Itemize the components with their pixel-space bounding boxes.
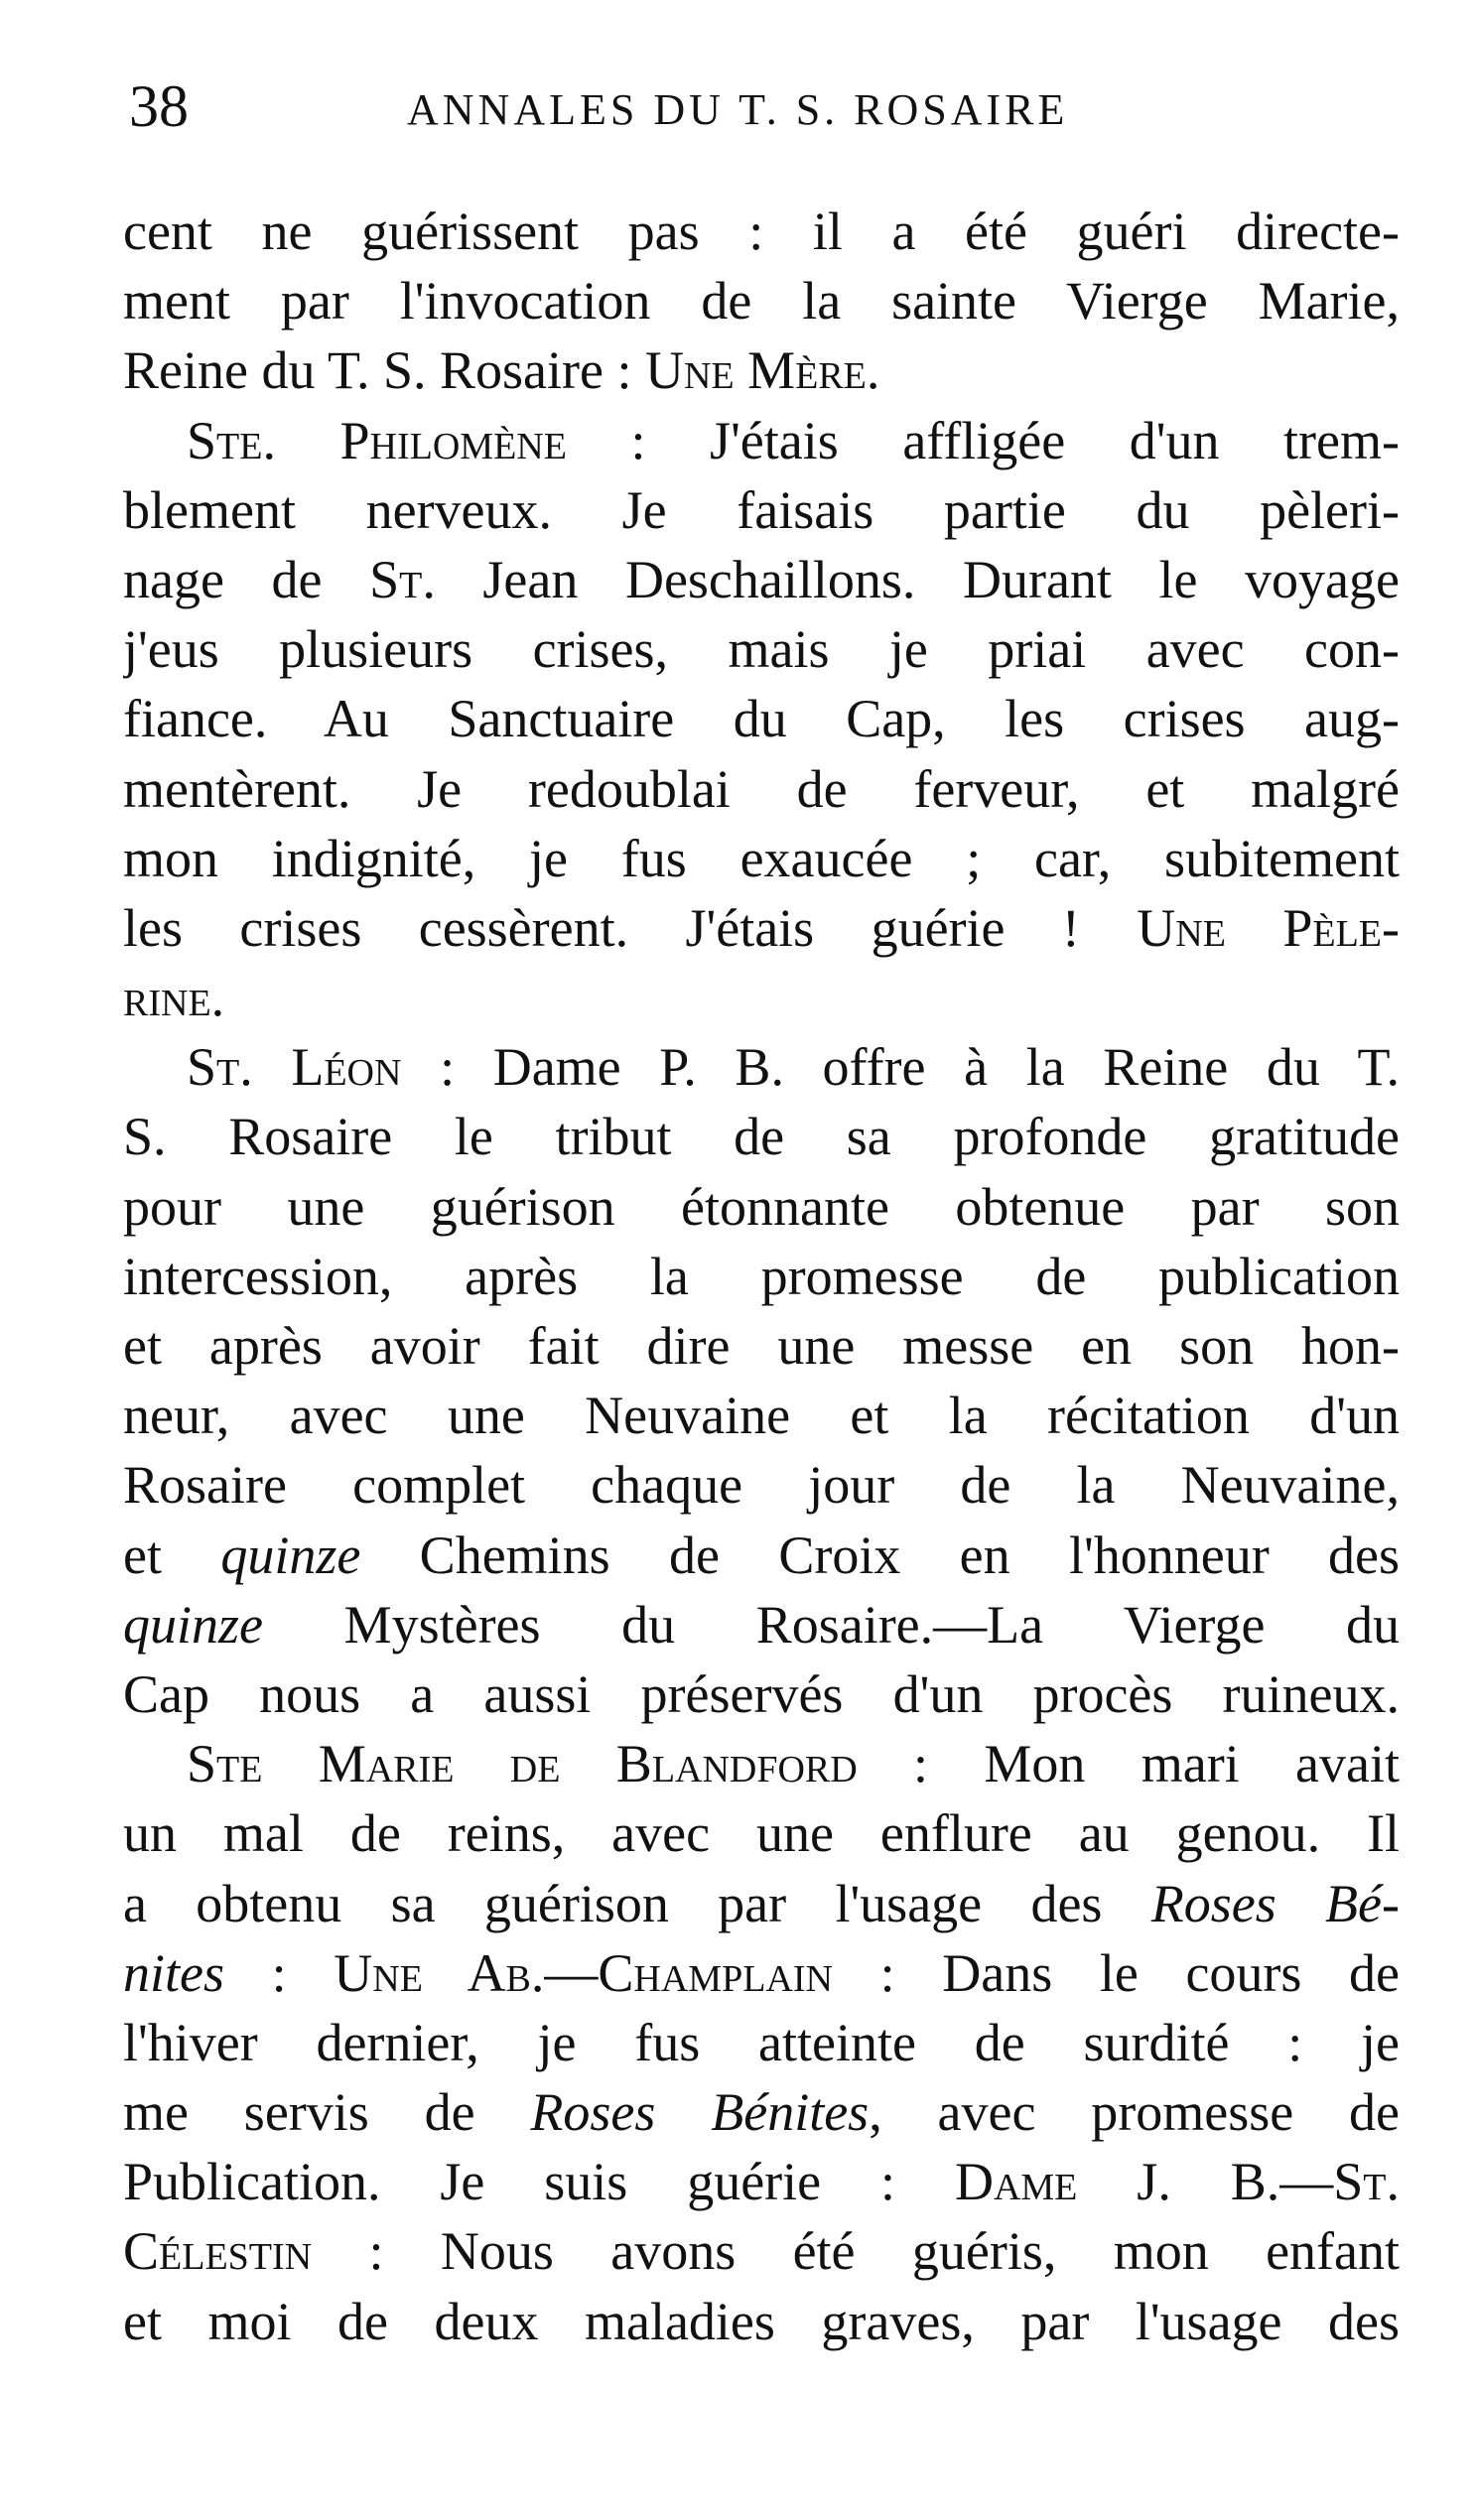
small-caps-phrase: Champlain	[598, 1942, 833, 2003]
small-caps-phrase: Ste. Philomène	[187, 410, 567, 470]
small-caps-phrase: rine	[123, 968, 211, 1028]
text-line: fiance. Au Sanctuaire du Cap, les crises aug-	[123, 689, 1400, 749]
text-line: j'eus plusieurs crises, mais je priai avec con-	[123, 619, 1400, 680]
page-header	[129, 71, 1141, 141]
italic-phrase: Roses Bénites	[530, 2082, 870, 2143]
text-line: a obtenu sa guérison par l'usage des Roses Bé-	[123, 1873, 1400, 1933]
text-line: pour une guérison étonnante obtenue par son	[123, 1176, 1400, 1237]
text-line: et après avoir fait dire une messe en son hon-	[123, 1316, 1400, 1376]
text-line: et quinze Chemins de Croix en l'honneur des	[123, 1525, 1400, 1585]
text-line: Rosaire complet chaque jour de la Neuvaine,	[123, 1455, 1400, 1516]
text-line: Publication. Je suis guérie : Dame J. B.—St.	[123, 2152, 1400, 2212]
text-line: un mal de reins, avec une enflure au genou. Il	[123, 1803, 1400, 1864]
text-line: Ste Marie de Blandford : Mon mari avait	[187, 1734, 1400, 1794]
text-line: nage de St. Jean Deschaillons. Durant le voyage	[123, 549, 1400, 609]
text-line: me servis de Roses Bénites, avec promesse de	[123, 2082, 1400, 2143]
text-line: St. Léon : Dame P. B. offre à la Reine du T.	[187, 1037, 1400, 1098]
text-line: blement nerveux. Je faisais partie du pèleri-	[123, 479, 1400, 540]
small-caps-phrase: Une Pèle-	[1137, 897, 1400, 958]
body-text	[123, 197, 1400, 2356]
small-caps-phrase: Ste Marie de Blandford	[187, 1734, 858, 1794]
text-line: S. Rosaire le tribut de sa profonde gratitude	[123, 1107, 1400, 1167]
text-line: mentèrent. Je redoublai de ferveur, et malgré	[123, 758, 1400, 819]
text-line: mon indignité, je fus exaucée ; car, subitement	[123, 828, 1400, 888]
text-line: et moi de deux maladies graves, par l'usage des	[123, 2291, 1400, 2351]
text-line: Célestin : Nous avons été guéris, mon enfant	[123, 2221, 1400, 2282]
small-caps-phrase: St.	[1333, 2152, 1400, 2212]
text-line: Reine du T. S. Rosaire : Une Mère.	[123, 340, 880, 401]
text-line: intercession, après la promesse de publication	[123, 1246, 1400, 1306]
text-line: Cap nous a aussi préservés d'un procès ruineux.	[123, 1663, 1400, 1724]
text-line: rine.	[123, 968, 225, 1028]
italic-phrase: Roses Bé-	[1150, 1873, 1400, 1933]
text-line: neur, avec une Neuvaine et la récitation d'un	[123, 1386, 1400, 1446]
text-line: quinze Mystères du Rosaire.—La Vierge du	[123, 1594, 1400, 1655]
text-line: ment par l'invocation de la sainte Vierge Marie,	[123, 271, 1400, 332]
small-caps-phrase: Une Ab.	[334, 1942, 545, 2003]
italic-phrase: nites	[123, 1942, 224, 2003]
running-title: ANNALES DU T. S. ROSAIRE	[407, 85, 1069, 134]
text-line: l'hiver dernier, je fus atteinte de surdité : je	[123, 2012, 1400, 2072]
small-caps-phrase: Dame J. B.	[954, 2152, 1280, 2212]
small-caps-phrase: Une Mère	[644, 340, 867, 401]
italic-phrase: quinze	[123, 1594, 263, 1655]
italic-phrase: quinze	[220, 1525, 361, 1585]
text-line: cent ne guérissent pas : il a été guéri directe-	[123, 201, 1400, 261]
text-line: Ste. Philomène : J'étais affligée d'un trem-	[187, 410, 1400, 470]
text-line: nites : Une Ab.—Champlain : Dans le cours de	[123, 1942, 1400, 2003]
text-line: les crises cessèrent. J'étais guérie ! Une Pèle-	[123, 897, 1400, 958]
page-number: 38	[129, 73, 189, 139]
small-caps-phrase: Célestin	[123, 2221, 313, 2282]
small-caps-phrase: St.	[369, 549, 436, 609]
small-caps-phrase: St. Léon	[187, 1037, 402, 1098]
